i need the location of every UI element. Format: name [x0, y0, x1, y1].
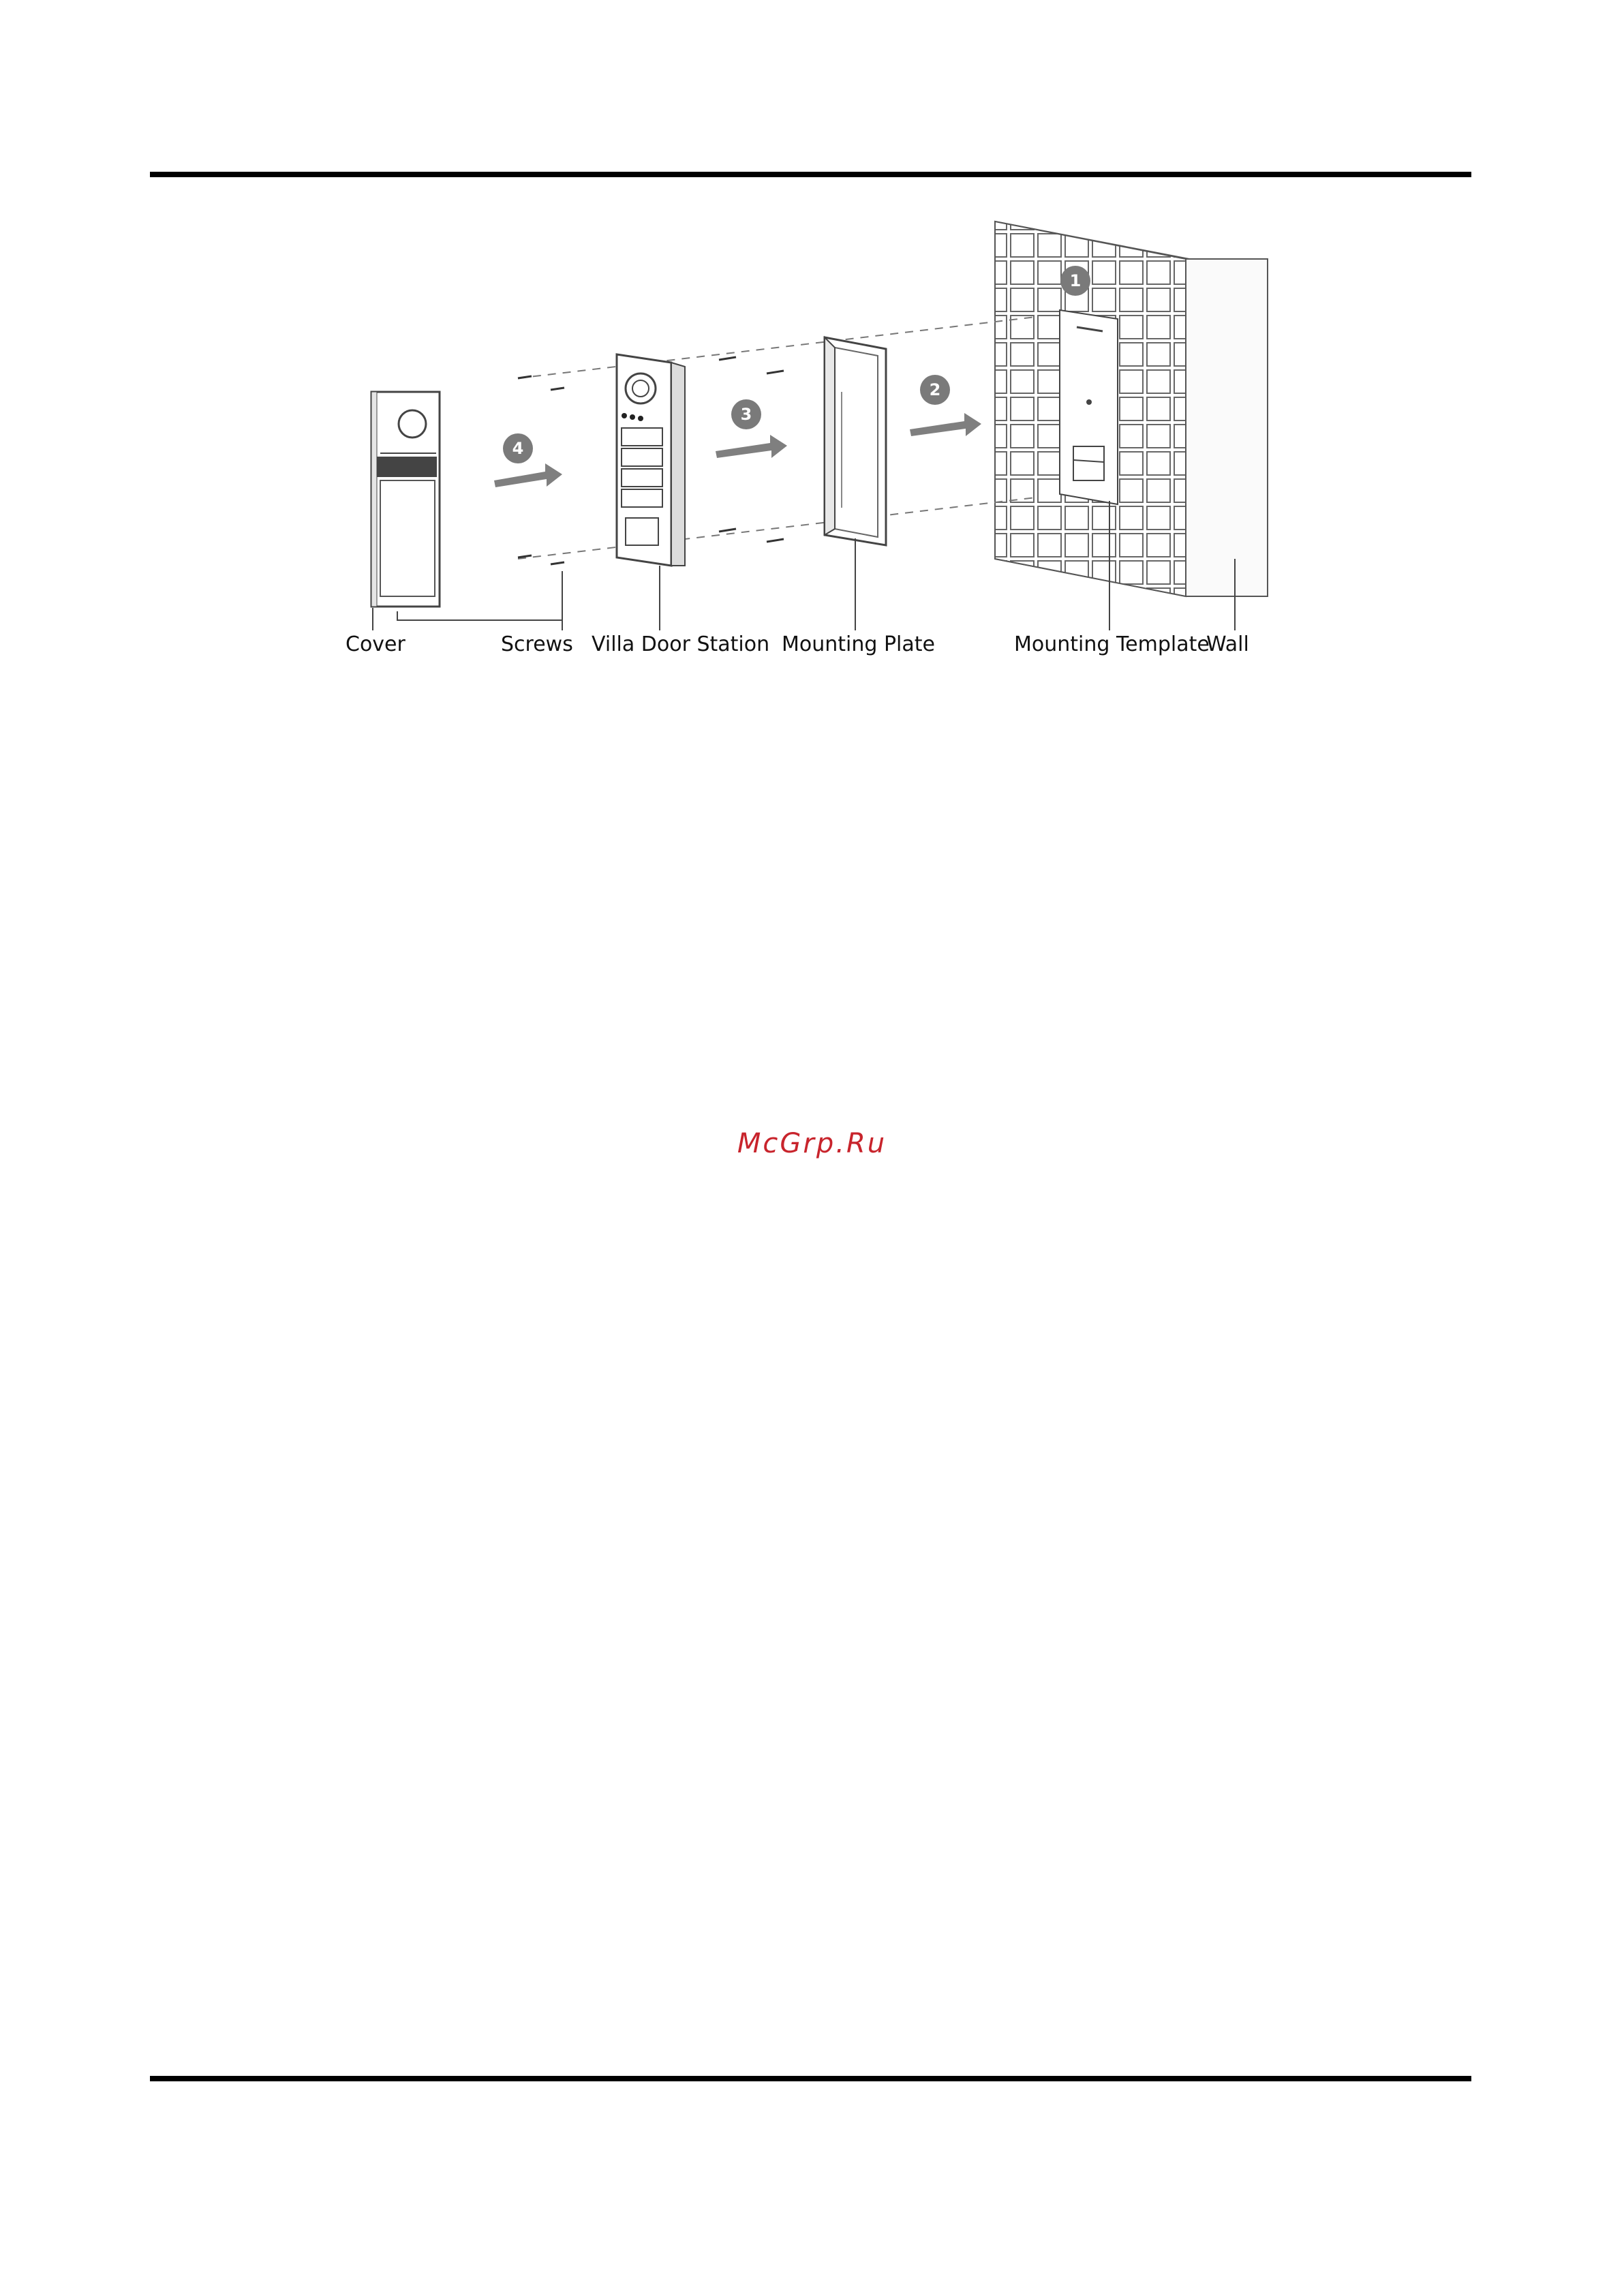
wall: [995, 221, 1268, 596]
alignment-guides: [518, 317, 1036, 559]
label-villa-door-station: Villa Door Station: [592, 632, 770, 656]
label-mounting-template: Mounting Template: [1014, 632, 1210, 656]
watermark: McGrp.Ru: [737, 1128, 887, 1159]
step-3-label: 3: [740, 405, 752, 424]
label-mounting-plate: Mounting Plate: [782, 632, 935, 656]
footer-rule: [150, 2076, 1471, 2081]
installation-diagram: [300, 204, 1322, 682]
component-labels: [346, 632, 1249, 656]
label-wall: Wall: [1206, 632, 1249, 656]
label-screws: Screws: [501, 632, 573, 656]
step-2-label: 2: [929, 380, 941, 399]
step-4-label: 4: [512, 439, 524, 458]
mounting-template: [1060, 310, 1118, 504]
mounting-plate: [825, 337, 886, 545]
label-cover: Cover: [346, 632, 405, 656]
header-rule: [150, 172, 1471, 177]
villa-door-station: [617, 354, 685, 566]
step-1-label: 1: [1069, 271, 1082, 290]
cover: [371, 392, 440, 607]
